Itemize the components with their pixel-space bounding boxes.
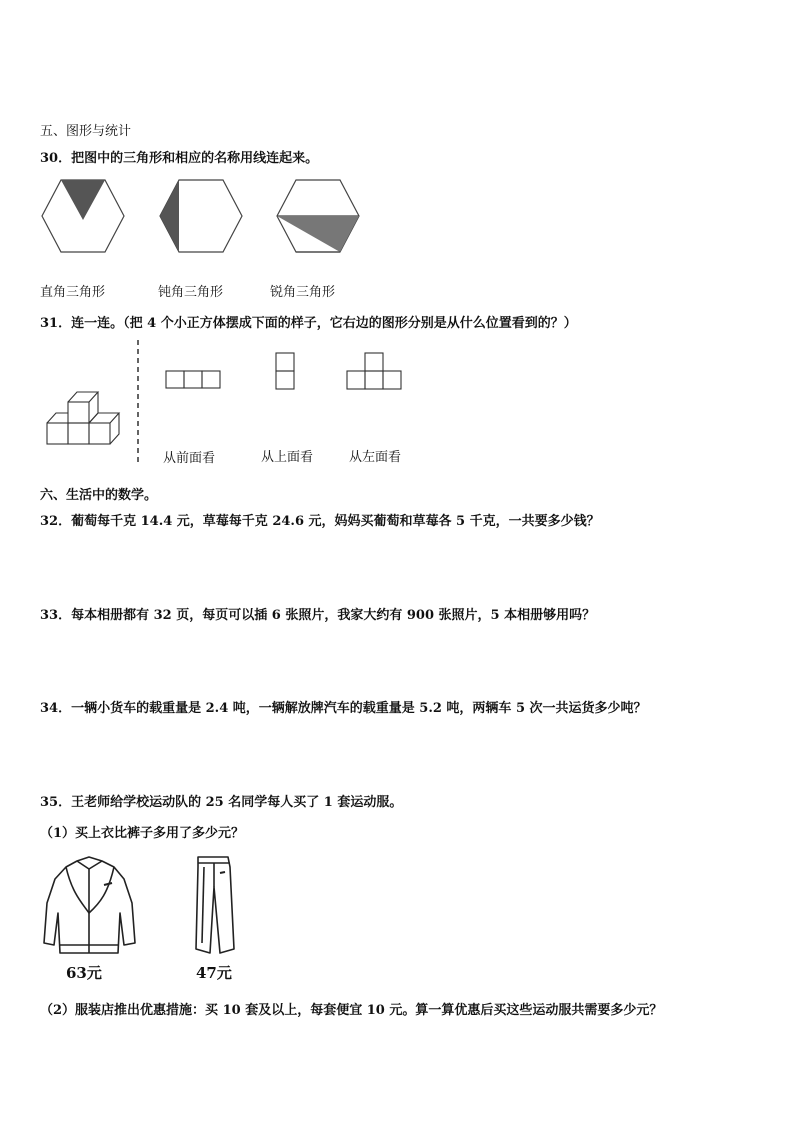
question-35-text: 35．王老师给学校运动队的 25 名同学每人买了 1 套运动服。 xyxy=(40,795,403,810)
view-three-in-row xyxy=(165,370,222,390)
view-two-stacked xyxy=(275,352,295,390)
label-acute-triangle: 锐角三角形 xyxy=(270,285,336,300)
label-top-view: 从上面看 xyxy=(261,450,314,465)
hexagon-right-triangle-figure xyxy=(40,178,126,254)
question-35-part-1: （1）买上衣比裤子多用了多少元？ xyxy=(40,826,245,841)
question-30-text: 30．把图中的三角形和相应的名称用线连起来。 xyxy=(40,151,319,166)
question-33-text: 33．每本相册都有 32 页，每页可以插 6 张照片，我家大约有 900 张照片，5 本相册够用吗？ xyxy=(40,608,596,623)
label-right-triangle: 直角三角形 xyxy=(40,285,106,300)
jacket-price: 63元 xyxy=(66,964,102,982)
view-t-shape xyxy=(346,352,403,390)
dashed-divider xyxy=(136,340,140,465)
question-35-part-2: （2）服装店推出优惠措施：买 10 套及以上，每套便宜 10 元。算一算优惠后买这些运动服共需要多少元？ xyxy=(40,1003,663,1018)
pants-illustration xyxy=(190,853,238,958)
section-5-heading: 五、图形与统计 xyxy=(40,124,132,139)
label-obtuse-triangle: 钝角三角形 xyxy=(158,285,224,300)
question-34-text: 34．一辆小货车的载重量是 2.4 吨，一辆解放牌汽车的载重量是 5.2 吨，两辆车 5 次一共运货多少吨？ xyxy=(40,701,647,716)
section-6-heading: 六、生活中的数学。 xyxy=(40,488,158,503)
pants-price: 47元 xyxy=(196,964,232,982)
question-32-text: 32．葡萄每千克 14.4 元，草莓每千克 24.6 元，妈妈买葡萄和草莓各 5 千克，一共要多少钱？ xyxy=(40,514,600,529)
label-left-view: 从左面看 xyxy=(349,450,402,465)
hexagon-obtuse-triangle-figure xyxy=(158,178,244,254)
cube-stack-figure xyxy=(46,383,126,447)
question-31-text: 31．连一连。（把 4 个小正方体摆成下面的样子，它右边的图形分别是从什么位置看到的？） xyxy=(40,316,577,331)
label-front-view: 从前面看 xyxy=(163,451,216,466)
hexagon-acute-triangle-figure xyxy=(275,178,361,254)
jacket-illustration xyxy=(42,853,137,958)
